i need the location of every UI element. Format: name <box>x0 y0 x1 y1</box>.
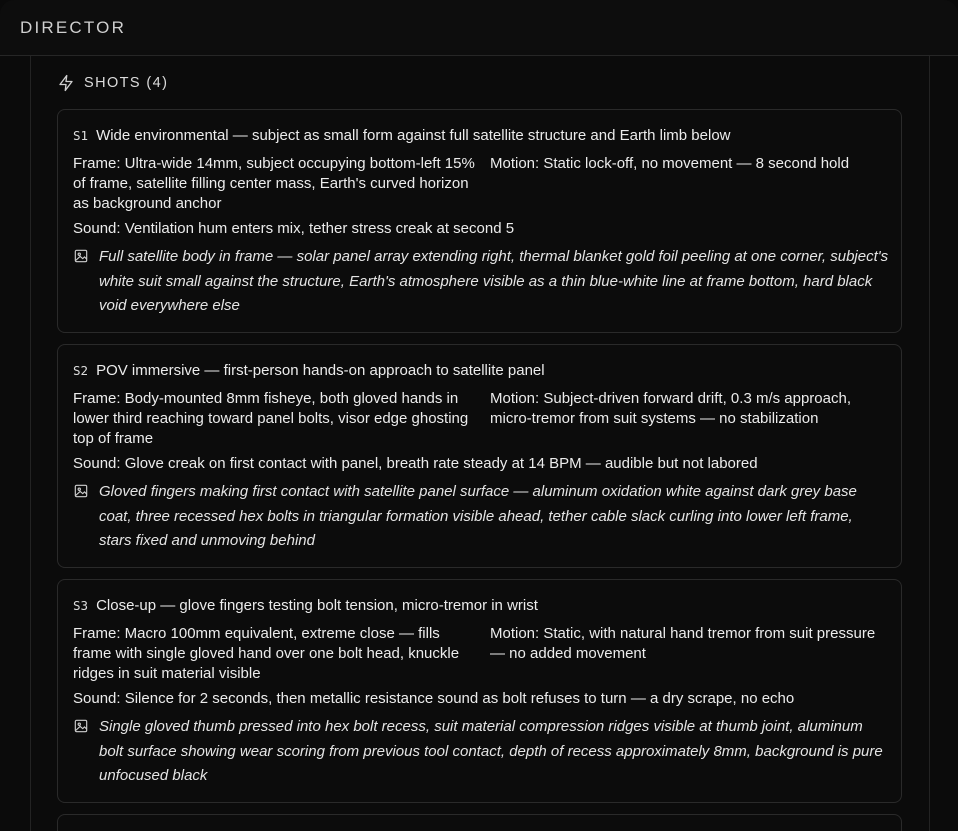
shot-title: Wide environmental — subject as small form against full satellite structure and Earth limb below <box>96 127 731 144</box>
shot-card[interactable] <box>57 579 902 803</box>
image-icon <box>74 249 88 263</box>
shot-id: S3 <box>73 598 89 613</box>
shots-panel <box>30 56 930 831</box>
shot-sound: Sound: Glove creak on first contact with panel, breath rate steady at 14 BPM — audible but not labored <box>73 455 758 472</box>
shot-id: S2 <box>73 363 89 378</box>
shot-card[interactable] <box>57 109 902 333</box>
shot-frame: Frame: Macro 100mm equivalent, extreme close — fills frame with single gloved hand over one bolt head, knuckle ridges in suit material visible <box>73 625 460 682</box>
app-title: DIRECTOR <box>20 17 127 37</box>
shot-id: S1 <box>73 128 89 143</box>
shot-title: POV immersive — first-person hands-on approach to satellite panel <box>96 362 545 379</box>
shot-motion: Motion: Static, with natural hand tremor from suit pressure — no added movement <box>490 625 876 662</box>
shot-title: Close-up — glove fingers testing bolt tension, micro-tremor in wrist <box>96 597 538 614</box>
shot-card[interactable] <box>57 344 902 568</box>
top-bar <box>0 0 958 56</box>
shot-image-description: Gloved fingers making first contact with satellite panel surface — aluminum oxidation white against dark grey base coat, three recessed hex bolts in triangular formation visible ahead, tether cable slack curling into lower left frame, stars fixed and unmoving behind <box>99 483 857 549</box>
shot-header <box>73 127 731 144</box>
shot-header <box>73 597 538 614</box>
shot-header <box>73 362 545 379</box>
shot-frame: Frame: Body-mounted 8mm fisheye, both gloved hands in lower third reaching toward panel bolts, visor edge ghosting top of frame <box>73 390 469 447</box>
shots-section-header[interactable] <box>57 74 168 92</box>
shot-card-partial[interactable] <box>57 814 902 831</box>
shot-sound: Sound: Ventilation hum enters mix, tether stress creak at second 5 <box>73 220 515 237</box>
shot-frame: Frame: Ultra-wide 14mm, subject occupying bottom-left 15% of frame, satellite filling center mass, Earth's curved horizon as background anchor <box>73 155 475 212</box>
shots-section-title: SHOTS (4) <box>84 75 169 91</box>
image-icon <box>74 484 88 498</box>
shot-image-description: Full satellite body in frame — solar panel array extending right, thermal blanket gold foil peeling at one corner, subject's white suit small against the structure, Earth's atmosphere visible as a thin blue-white line at frame bottom, hard black void everywhere else <box>99 248 889 314</box>
image-icon <box>74 719 88 733</box>
shot-motion: Motion: Subject-driven forward drift, 0.3 m/s approach, micro-tremor from suit systems — no stabilization <box>490 390 851 427</box>
shot-motion: Motion: Static lock-off, no movement — 8 second hold <box>490 155 850 172</box>
shot-sound: Sound: Silence for 2 seconds, then metallic resistance sound as bolt refuses to turn — a dry scrape, no echo <box>73 690 795 707</box>
lightning-icon <box>57 74 75 92</box>
shot-image-description: Single gloved thumb pressed into hex bolt recess, suit material compression ridges visible at thumb joint, aluminum bolt surface showing wear scoring from previous tool contact, depth of recess approximately 8mm, background is pure unfocused black <box>99 718 883 784</box>
